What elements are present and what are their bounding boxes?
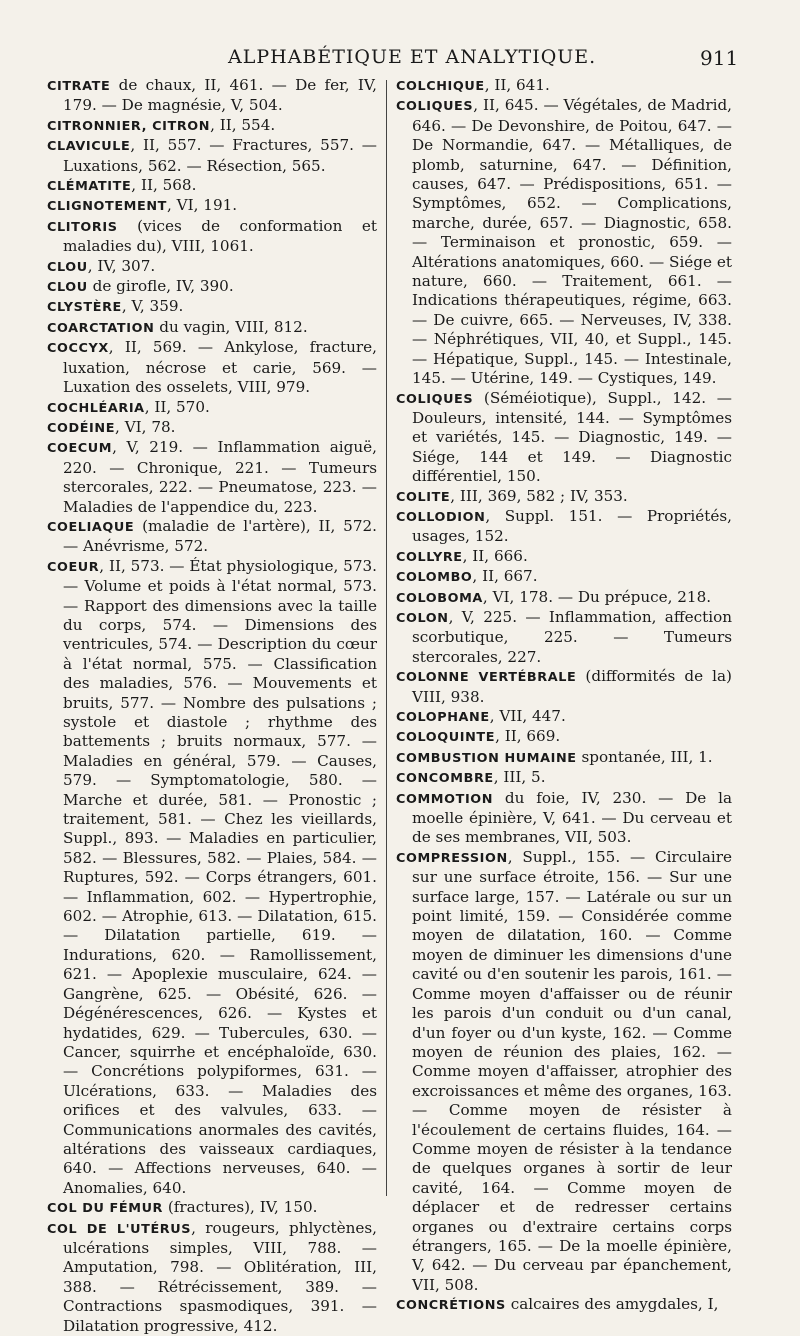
index-entry	[396, 707, 732, 727]
entry-headword: COARCTATION	[47, 320, 155, 336]
entry-references: du foie, IV, 230. — De la moelle épinière, V, 641. — Du cerveau et de ses membranes, VII, 503.	[412, 788, 732, 847]
entry-references: , II, 569. — Ankylose, fracture, luxation, nécrose et carie, 569. — Luxation des osselets, VIII, 979.	[63, 338, 377, 397]
index-column-right	[396, 76, 732, 1316]
entry-references: , IV, 307.	[87, 256, 156, 275]
index-entry	[396, 667, 732, 707]
page-number: 911	[700, 46, 739, 70]
entry-headword: CONCOMBRE	[396, 771, 494, 787]
index-entry	[396, 727, 732, 747]
entry-headword: CLIGNOTEMENT	[47, 199, 167, 215]
entry-headword: COLLYRE	[396, 549, 463, 565]
index-entry	[47, 1219, 377, 1336]
entry-references: , Suppl., 155. — Circulaire sur une surface étroite, 156. — Sur une surface large, 157. — Latérale ou sur un point limité, 159. — Considérée comme moyen de dilatation, 160. — Comme moyen de diminuer les dimensions d'une cavité ou d'en soutenir les parois, 161. — Comme moyen d'affaisser ou de réunir les parois d'un conduit ou d'un canal, d'un foyer ou d'un kyste, 162. — Comme moyen de réunion des plaies, 162. — Comme moyen d'affaisser, atrophier des excroissances et même des organes, 163. — Comme moyen de résister à l'écoulement de certains fluides, 164. — Comme moyen de résister à la tendance de quelques organes à sortir de leur cavité, 164. — Comme moyen de déplacer et de redresser certains organes ou d'extraire certains corps étrangers, 165. — De la moelle épinière, V, 642. — Du cerveau par épanchement, VII, 508.	[412, 847, 732, 1294]
entry-references: , II, 666.	[462, 546, 528, 565]
entry-references: , II, 641.	[484, 76, 550, 94]
entry-headword: COLON	[396, 610, 449, 626]
entry-references: (fractures), IV, 150.	[163, 1198, 318, 1217]
index-entry	[47, 176, 377, 196]
entry-references: du vagin, VIII, 812.	[154, 317, 308, 336]
index-entry	[396, 608, 732, 667]
entry-references: , III, 369, 582 ; IV, 353.	[450, 486, 628, 505]
index-entry	[396, 848, 732, 1295]
entry-headword: CODÉINE	[47, 420, 116, 436]
entry-headword: COLIQUES	[396, 391, 474, 407]
entry-headword: CITRATE	[47, 79, 111, 94]
entry-headword: COELIAQUE	[47, 519, 135, 535]
entry-headword: COLIQUES	[396, 99, 474, 115]
entry-references: (Séméiotique), Suppl., 142. — Douleurs, intensité, 144. — Symptômes et variétés, 145. — Diagnostic, 149. — Siége, 144 et 149. — Diagnostic différentiel, 150.	[412, 388, 732, 486]
index-entry	[47, 277, 377, 297]
entry-headword: CLOU	[47, 259, 88, 275]
entry-references: , VII, 447.	[489, 707, 566, 725]
entry-references: (vices de conformation et maladies du), VIII, 1061.	[63, 216, 377, 256]
index-entry	[396, 567, 732, 587]
entry-references: , V, 225. — Inflammation, affection scorbutique, 225. — Tumeurs stercorales, 227.	[412, 607, 732, 666]
index-entry	[47, 418, 377, 438]
index-entry	[396, 547, 732, 567]
entry-headword: COMBUSTION HUMAINE	[396, 750, 577, 766]
index-entry	[396, 768, 732, 788]
index-entry	[396, 588, 732, 608]
index-entry	[47, 557, 377, 1198]
index-entry	[47, 438, 377, 517]
entry-headword: COLOBOMA	[396, 590, 483, 606]
entry-headword: COEUR	[47, 559, 100, 575]
column-divider	[386, 80, 387, 1196]
index-entry	[396, 487, 732, 507]
entry-references: , II, 557. — Fractures, 557. — Luxations, 562. — Résection, 565.	[63, 136, 377, 175]
entry-headword: CLITORIS	[47, 219, 118, 235]
entry-headword: COLLODION	[396, 509, 486, 525]
index-entry	[396, 1295, 732, 1315]
entry-headword: CITRONNIER, CITRON	[47, 118, 211, 134]
index-entry	[47, 338, 377, 397]
entry-references: , II, 570.	[144, 397, 210, 416]
index-entry	[47, 398, 377, 418]
entry-headword: COL DU FÉMUR	[47, 1201, 164, 1217]
index-entry	[396, 507, 732, 547]
entry-references: , rougeurs, phlyctènes, ulcérations simples, VIII, 788. — Amputation, 798. — Oblitération, III, 388. — Rétrécissement, 389. — Contractions spasmodiques, 391. — Dilatation progressive, 412.	[63, 1218, 377, 1335]
index-entry	[396, 748, 732, 768]
index-entry	[396, 789, 732, 848]
running-title: ALPHABÉTIQUE ET ANALYTIQUE.	[228, 46, 597, 68]
entry-references: , VI, 78.	[115, 417, 176, 436]
entry-headword: COLOPHANE	[396, 710, 490, 725]
index-entry	[47, 76, 377, 116]
entry-headword: COL DE L'UTÉRUS	[47, 1221, 192, 1237]
entry-headword: COMPRESSION	[396, 850, 508, 866]
entry-headword: COLONNE VERTÉBRALE	[396, 670, 577, 686]
index-entry	[47, 517, 377, 557]
entry-headword: CONCRÉTIONS	[396, 1298, 506, 1314]
index-entry	[47, 116, 377, 136]
entry-references: , VI, 178. — Du prépuce, 218.	[482, 587, 712, 606]
index-entry	[47, 217, 377, 257]
page-header	[0, 46, 800, 74]
entry-references: , II, 669.	[495, 727, 561, 746]
entry-headword: COCHLÉARIA	[47, 400, 145, 416]
entry-references: , II, 645. — Végétales, de Madrid, 646. — De Devonshire, de Poitou, 647. — De Normandie, 647. — Métalliques, de plomb, saturnine, 647. — Définition, causes, 647. — Prédispositions, 651. — Symptômes, 652. — Complications, marche, durée, 657. — Diagnostic, 658. — Terminaison et pronostic, 659. — Altérations anatomiques, 660. — Siége et nature, 660. — Traitement, 661. — Indications thérapeutiques, régime, 663. — De cuivre, 665. — Nerveuses, IV, 338. — Néphrétiques, VII, 40, et Suppl., 145. — Hépatique, Suppl., 145. — Intestinale, 145. — Utérine, 149. — Cystiques, 149.	[412, 96, 732, 388]
entry-headword: CLÉMATITE	[47, 179, 132, 195]
entry-headword: COLOMBO	[396, 570, 473, 586]
index-entry	[47, 1198, 377, 1218]
entry-headword: COCCYX	[47, 341, 109, 357]
index-entry	[396, 389, 732, 487]
entry-references: , II, 568.	[131, 176, 197, 195]
index-entry	[396, 76, 732, 96]
index-entry	[47, 257, 377, 277]
entry-references: (difformités de la) VIII, 938.	[412, 667, 732, 706]
entry-references: de girofle, IV, 390.	[87, 277, 234, 296]
entry-headword: COLITE	[396, 489, 451, 505]
entry-references: spontanée, III, 1.	[576, 747, 713, 766]
entry-references: , III, 5.	[493, 768, 546, 787]
index-entry	[47, 136, 377, 176]
entry-headword: CLYSTÈRE	[47, 300, 122, 316]
entry-references: , V, 359.	[121, 297, 184, 316]
entry-references: calcaires des amygdales, I,	[505, 1295, 719, 1314]
entry-headword: COECUM	[47, 441, 113, 457]
entry-references: , VI, 191.	[167, 196, 238, 215]
entry-headword: COMMOTION	[396, 791, 494, 807]
entry-headword: CLOU	[47, 280, 88, 296]
index-entry	[396, 96, 732, 388]
entry-references: , II, 667.	[472, 567, 538, 586]
index-entry	[47, 297, 377, 317]
index-column-left	[47, 76, 377, 1336]
index-entry	[47, 196, 377, 216]
entry-references: , Suppl. 151. — Propriétés, usages, 152.	[412, 506, 732, 546]
entry-references: (maladie de l'artère), II, 572. — Anévrisme, 572.	[63, 516, 377, 556]
entry-references: , II, 573. — État physiologique, 573. — Volume et poids à l'état normal, 573. — Rapport des dimensions avec la taille du corps, 574. — Dimensions des ventricules, 574. — Description du cœur à l'état normal, 575. — Classification des maladies, 576. — Mouvements et bruits, 577. — Nombre des pulsations ; systole et diastole ; rhythme des battements ; bruits normaux, 577. — Maladies en général, 579. — Causes, 579. — Symptomatologie, 580. — Marche et durée, 581. — Pronostic ; traitement, 581. — Chez les vieillards, Suppl., 893. — Maladies en particulier, 582. — Blessures, 582. — Plaies, 584. — Ruptures, 592. — Corps étrangers, 601. — Inflammation, 602. — Hypertrophie, 602. — Atrophie, 613. — Dilatation, 615. — Dilatation partielle, 619. — Indurations, 620. — Ramollissement, 621. — Apoplexie musculaire, 624. — Gangrène, 625. — Obésité, 626. — Dégénérescences, 626. — Kystes et hydatides, 629. — Tubercules, 630. — Cancer, squirrhe et encéphaloïde, 630. — Concrétions polypiformes, 631. — Ulcérations, 633. — Maladies des orifices et des valvules, 633. — Communications anormales des cavités, altérations des vaisseaux cardiaques, 640. — Affections nerveuses, 640. — Anomalies, 640.	[63, 556, 377, 1197]
entry-references: , V, 219. — Inflammation aiguë, 220. — Chronique, 221. — Tumeurs stercorales, 222. — Pneumatose, 223. — Maladies de l'appendice du, 223.	[63, 438, 377, 516]
entry-headword: CLAVICULE	[47, 139, 131, 155]
entry-headword: COLCHIQUE	[396, 79, 485, 94]
entry-headword: COLOQUINTE	[396, 730, 496, 746]
entry-references: , II, 554.	[210, 115, 276, 134]
index-entry	[47, 318, 377, 338]
entry-references: de chaux, II, 461. — De fer, IV, 179. — De magnésie, V, 504.	[63, 76, 377, 115]
